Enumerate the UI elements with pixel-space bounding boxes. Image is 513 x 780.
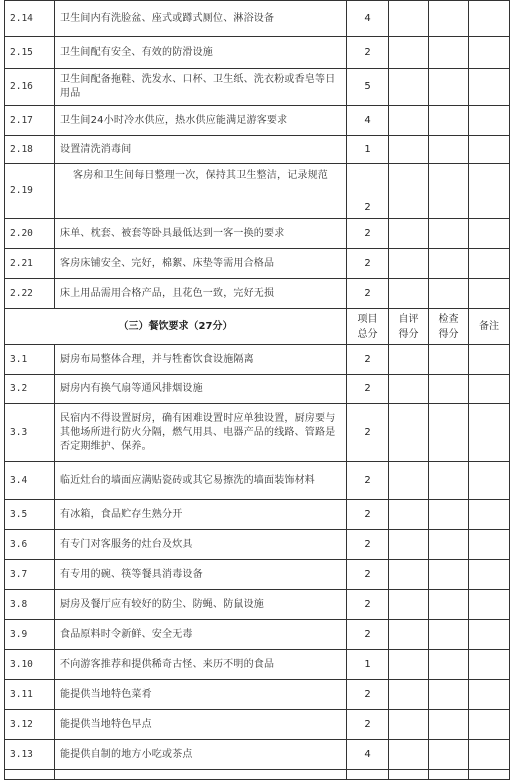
note-cell[interactable]	[469, 710, 510, 740]
column-header-total	[347, 309, 389, 345]
item-number: 3.2	[5, 375, 55, 404]
item-description: 卫生间配有安全、有效的防滑设施	[55, 37, 347, 69]
note-cell[interactable]	[469, 219, 510, 249]
column-header-total-line2: 总分	[357, 328, 378, 340]
item-total-score: 2	[347, 620, 389, 650]
item-total-score: 2	[347, 462, 389, 500]
item-description: 厨房内有换气扇等通风排烟设施	[55, 375, 347, 404]
item-total-score: 1	[347, 650, 389, 680]
self-score-cell[interactable]	[389, 1, 429, 37]
check-score-cell[interactable]	[429, 164, 469, 219]
check-score-cell[interactable]	[429, 462, 469, 500]
item-total-score	[347, 770, 389, 780]
self-score-cell[interactable]	[389, 69, 429, 106]
check-score-cell[interactable]	[429, 106, 469, 136]
item-number: 3.4	[5, 462, 55, 500]
item-number: 3.5	[5, 500, 55, 530]
item-number: 2.22	[5, 279, 55, 309]
item-total-score: 2	[347, 249, 389, 279]
item-description: 有冰箱，食品贮存生熟分开	[55, 500, 347, 530]
column-header-check	[429, 309, 469, 345]
item-total-score: 2	[347, 164, 389, 219]
item-number: 3.3	[5, 404, 55, 462]
item-description: 食品原料时令新鲜、安全无毒	[55, 620, 347, 650]
item-total-score: 2	[347, 37, 389, 69]
self-score-cell[interactable]	[389, 375, 429, 404]
item-total-score: 2	[347, 219, 389, 249]
table-row	[5, 462, 510, 500]
item-number: 3.12	[5, 710, 55, 740]
item-description: 床上用品需用合格产品，且花色一致，完好无损	[55, 279, 347, 309]
item-description: 卫生间配备拖鞋、洗发水、口杯、卫生纸、洗衣粉或香皂等日用品	[55, 69, 347, 106]
check-score-cell[interactable]	[429, 345, 469, 375]
item-description: 能提供当地特色早点	[55, 710, 347, 740]
item-number: 3.1	[5, 345, 55, 375]
note-cell[interactable]	[469, 404, 510, 462]
table-row	[5, 650, 510, 680]
self-score-cell[interactable]	[389, 37, 429, 69]
item-description: 卫生间24小时冷水供应，热水供应能满足游客要求	[55, 106, 347, 136]
column-header-self-line2: 得分	[398, 328, 419, 340]
scoring-table	[4, 0, 510, 780]
table-row	[5, 530, 510, 560]
check-score-cell[interactable]	[429, 279, 469, 309]
check-score-cell[interactable]	[429, 740, 469, 770]
item-description: 客房和卫生间每日整理一次，保持其卫生整洁，记录规范	[55, 164, 347, 219]
item-total-score: 5	[347, 69, 389, 106]
item-total-score: 2	[347, 404, 389, 462]
self-score-cell[interactable]	[389, 500, 429, 530]
check-score-cell[interactable]	[429, 136, 469, 164]
item-number: 3.13	[5, 740, 55, 770]
table-row	[5, 500, 510, 530]
self-score-cell[interactable]	[389, 345, 429, 375]
check-score-cell[interactable]	[429, 500, 469, 530]
table-row-partial	[5, 770, 510, 780]
table-row	[5, 1, 510, 37]
table-row	[5, 560, 510, 590]
item-number: 3.9	[5, 620, 55, 650]
table-row	[5, 164, 510, 219]
item-total-score: 2	[347, 590, 389, 620]
check-score-cell[interactable]	[429, 560, 469, 590]
check-score-cell[interactable]	[429, 680, 469, 710]
column-header-check-line2: 得分	[438, 328, 459, 340]
note-cell[interactable]	[469, 1, 510, 37]
self-score-cell[interactable]	[389, 249, 429, 279]
item-total-score: 1	[347, 136, 389, 164]
note-cell[interactable]	[469, 249, 510, 279]
item-number: 2.17	[5, 106, 55, 136]
item-total-score: 4	[347, 740, 389, 770]
item-number: 3.10	[5, 650, 55, 680]
self-score-cell[interactable]	[389, 404, 429, 462]
item-description: 不向游客推荐和提供稀奇古怪、来历不明的食品	[55, 650, 347, 680]
note-cell[interactable]	[469, 106, 510, 136]
note-cell[interactable]	[469, 530, 510, 560]
check-score-cell[interactable]	[429, 69, 469, 106]
item-total-score: 2	[347, 530, 389, 560]
check-score-cell[interactable]	[429, 530, 469, 560]
column-header-note: 备注	[469, 309, 510, 345]
check-score-cell[interactable]	[429, 375, 469, 404]
item-description: 厨房布局整体合理，并与牲畜饮食设施隔离	[55, 345, 347, 375]
note-cell[interactable]	[469, 462, 510, 500]
item-description: 临近灶台的墙面应满贴瓷砖或其它易擦洗的墙面装饰材料	[55, 462, 347, 500]
item-description	[55, 770, 347, 780]
self-score-cell[interactable]	[389, 710, 429, 740]
check-score-cell[interactable]	[429, 249, 469, 279]
note-cell[interactable]	[469, 620, 510, 650]
item-description: 设置清洗消毒间	[55, 136, 347, 164]
item-description: 民宿内不得设置厨房，确有困难设置时应单独设置，厨房要与其他场所进行防火分隔，燃气用具、电器产品的线路、管路是否定期维护、保养。	[55, 404, 347, 462]
column-header-self-line1: 自评	[398, 313, 419, 325]
table-row	[5, 37, 510, 69]
self-score-cell[interactable]	[389, 590, 429, 620]
item-number: 2.14	[5, 1, 55, 37]
item-number: 2.15	[5, 37, 55, 69]
item-number: 2.18	[5, 136, 55, 164]
item-number: 2.16	[5, 69, 55, 106]
item-description: 能提供自制的地方小吃或茶点	[55, 740, 347, 770]
item-description: 客房床铺安全、完好，棉絮、床垫等需用合格品	[55, 249, 347, 279]
self-score-cell[interactable]	[389, 530, 429, 560]
item-total-score: 2	[347, 680, 389, 710]
item-number: 3.11	[5, 680, 55, 710]
check-score-cell[interactable]	[429, 37, 469, 69]
item-number: 3.6	[5, 530, 55, 560]
check-score-cell[interactable]	[429, 590, 469, 620]
item-total-score: 2	[347, 500, 389, 530]
item-description: 能提供当地特色菜肴	[55, 680, 347, 710]
note-cell[interactable]	[469, 69, 510, 106]
table-row	[5, 590, 510, 620]
self-score-cell[interactable]	[389, 560, 429, 590]
item-description: 有专用的碗、筷等餐具消毒设备	[55, 560, 347, 590]
table-row	[5, 375, 510, 404]
note-cell[interactable]	[469, 590, 510, 620]
check-score-cell[interactable]	[429, 219, 469, 249]
note-cell[interactable]	[469, 345, 510, 375]
self-score-cell[interactable]	[389, 462, 429, 500]
self-score-cell[interactable]	[389, 164, 429, 219]
note-cell[interactable]	[469, 560, 510, 590]
item-total-score: 2	[347, 375, 389, 404]
note-cell[interactable]	[469, 500, 510, 530]
check-score-cell[interactable]	[429, 620, 469, 650]
table-row	[5, 345, 510, 375]
self-score-cell[interactable]	[389, 219, 429, 249]
item-total-score: 2	[347, 279, 389, 309]
table-row	[5, 710, 510, 740]
table-row	[5, 680, 510, 710]
self-score-cell[interactable]	[389, 680, 429, 710]
section-header-row	[5, 309, 510, 345]
item-total-score: 4	[347, 1, 389, 37]
note-cell[interactable]	[469, 279, 510, 309]
item-description: 卫生间内有洗脸盆、座式或蹲式厕位、淋浴设备	[55, 1, 347, 37]
note-cell[interactable]	[469, 136, 510, 164]
item-description: 床单、枕套、被套等卧具最低达到一客一换的要求	[55, 219, 347, 249]
note-cell[interactable]	[469, 770, 510, 780]
self-score-cell[interactable]	[389, 770, 429, 780]
self-score-cell[interactable]	[389, 106, 429, 136]
table-row	[5, 279, 510, 309]
check-score-cell[interactable]	[429, 770, 469, 780]
column-header-self	[389, 309, 429, 345]
note-cell[interactable]	[469, 740, 510, 770]
self-score-cell[interactable]	[389, 620, 429, 650]
item-total-score: 2	[347, 560, 389, 590]
self-score-cell[interactable]	[389, 279, 429, 309]
table-row	[5, 106, 510, 136]
table-row	[5, 219, 510, 249]
item-number: 3.7	[5, 560, 55, 590]
table-row	[5, 136, 510, 164]
column-header-total-line1: 项目	[357, 313, 378, 325]
note-cell[interactable]	[469, 37, 510, 69]
check-score-cell[interactable]	[429, 710, 469, 740]
section-title: （三）餐饮要求（27分）	[5, 309, 347, 345]
item-number	[5, 770, 55, 780]
note-cell[interactable]	[469, 164, 510, 219]
table-row	[5, 404, 510, 462]
self-score-cell[interactable]	[389, 136, 429, 164]
item-number: 3.8	[5, 590, 55, 620]
item-description: 厨房及餐厅应有较好的防尘、防蝇、防鼠设施	[55, 590, 347, 620]
item-total-score: 2	[347, 345, 389, 375]
table-row	[5, 249, 510, 279]
note-cell[interactable]	[469, 650, 510, 680]
check-score-cell[interactable]	[429, 1, 469, 37]
note-cell[interactable]	[469, 680, 510, 710]
scoring-table-body	[5, 1, 510, 780]
self-score-cell[interactable]	[389, 740, 429, 770]
check-score-cell[interactable]	[429, 404, 469, 462]
item-total-score: 4	[347, 106, 389, 136]
scoring-table-page	[4, 0, 509, 771]
column-header-check-line1: 检查	[438, 313, 459, 325]
table-row	[5, 69, 510, 106]
self-score-cell[interactable]	[389, 650, 429, 680]
check-score-cell[interactable]	[429, 650, 469, 680]
table-row	[5, 620, 510, 650]
item-total-score: 2	[347, 710, 389, 740]
item-number: 2.20	[5, 219, 55, 249]
table-row	[5, 740, 510, 770]
note-cell[interactable]	[469, 375, 510, 404]
item-description: 有专门对客服务的灶台及炊具	[55, 530, 347, 560]
item-number: 2.21	[5, 249, 55, 279]
item-number: 2.19	[5, 164, 55, 219]
